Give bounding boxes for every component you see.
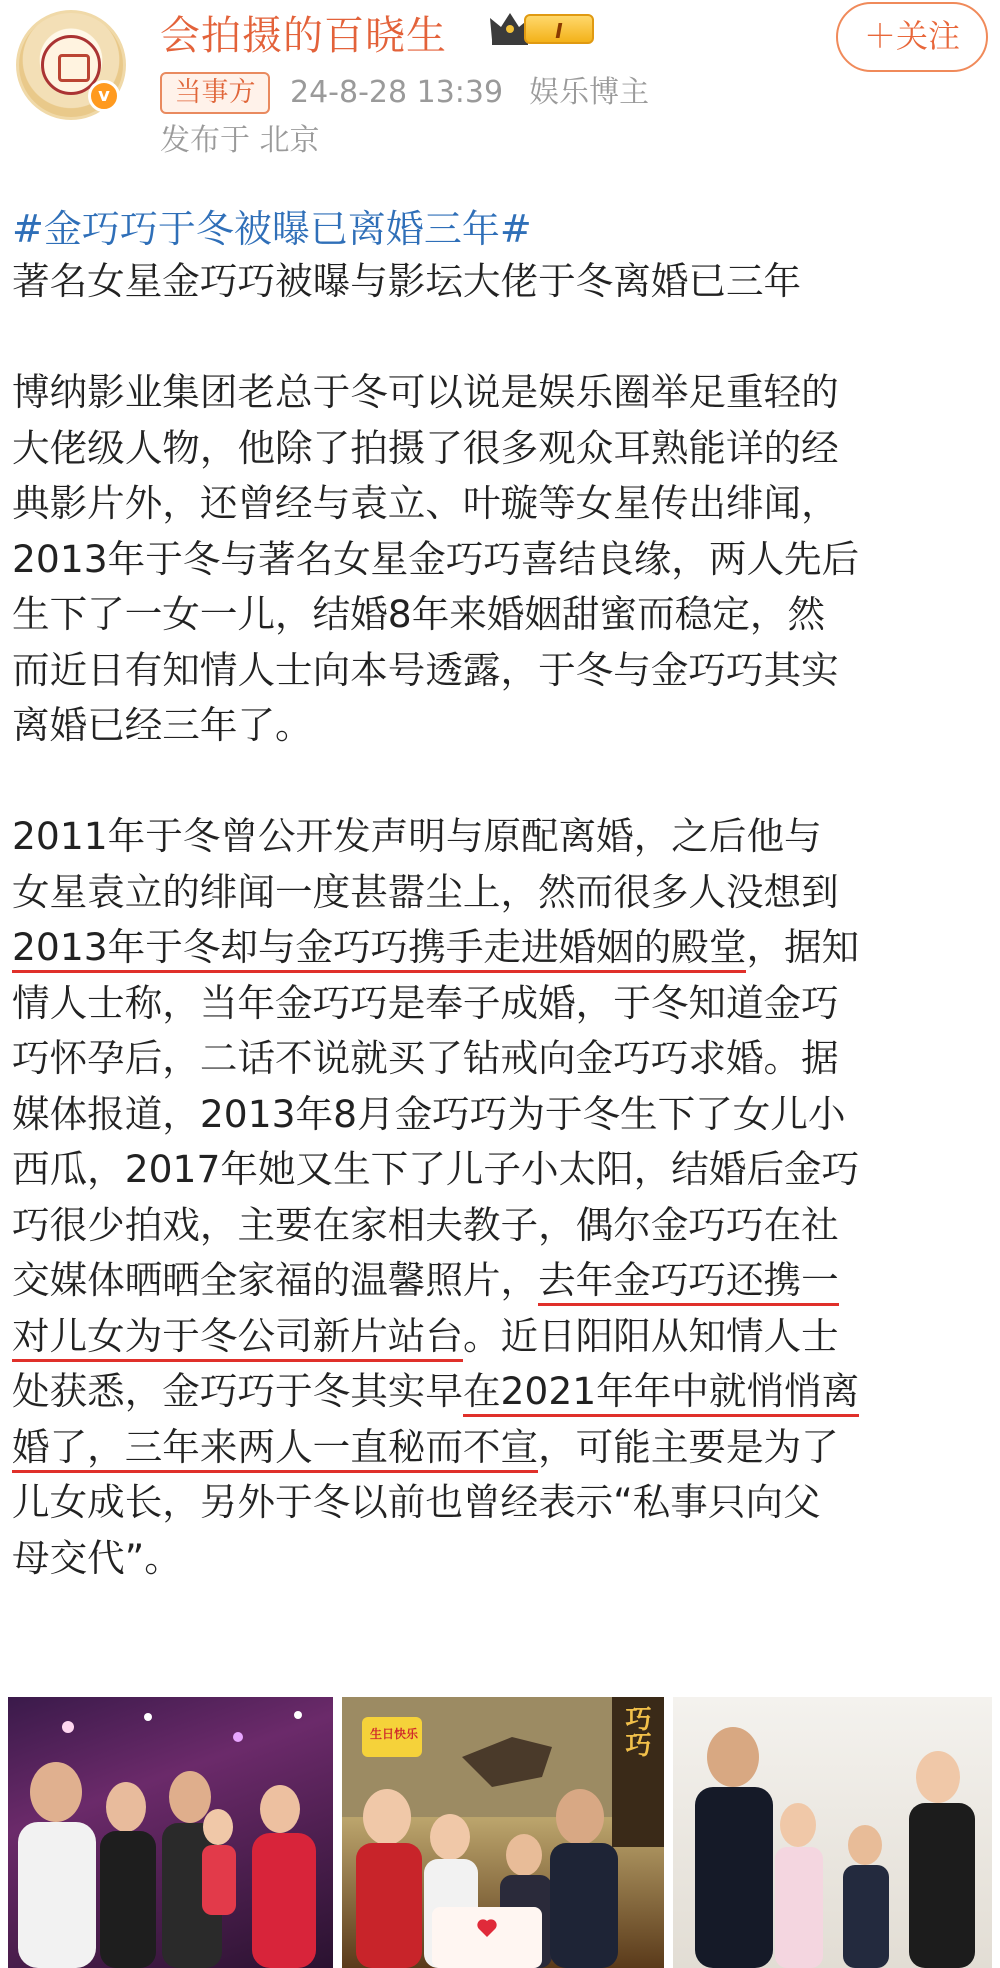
body-line: 2011年于冬曾公开发声明与原配离婚，之后他与 (12, 814, 822, 858)
body-line (12, 1309, 997, 1365)
username[interactable]: 会拍摄的百晓生 (160, 13, 447, 59)
body-text-segment: 。近日阳阳从知情人士 (462, 1313, 839, 1358)
body-line: 巧怀孕后，二话不说就买了钻戒向金巧巧求婚。据 (12, 1036, 839, 1080)
body-line (12, 1420, 997, 1476)
topic-hashtag-link[interactable]: #金巧巧于冬被曝已离婚三年# (12, 207, 532, 251)
body-line: 2013年于冬与著名女星金巧巧喜结良缘，两人先后 (12, 536, 860, 581)
body-line: 典影片外，还曾经与袁立、叶璇等女星传出绯闻， (12, 481, 839, 525)
post-header (0, 0, 1000, 190)
author-tag: 当事方 (160, 72, 270, 114)
author-category: 娱乐博主 (529, 75, 650, 110)
level-label: I (524, 14, 594, 44)
body-line: 西瓜，2017年她又生下了儿子小太阳，结婚后金巧 (12, 1147, 860, 1191)
body-line: 儿女成长，另外于冬以前也曾经表示“私事只向父 (12, 1480, 821, 1524)
body-line: 大佬级人物，他除了拍摄了很多观众耳熟能详的经 (12, 425, 839, 470)
body-line: 母交代”。 (12, 1535, 182, 1580)
photo-birthday[interactable] (342, 1697, 664, 1968)
body-line: 博纳影业集团老总于冬可以说是娱乐圈举足重轻的 (12, 370, 839, 414)
photo-party-group[interactable] (8, 1697, 333, 1968)
body-line: 著名女星金巧巧被曝与影坛大佬于冬离婚已三年 (12, 259, 802, 303)
body-line: 情人士称，当年金巧巧是奉子成婚，于冬知道金巧 (12, 980, 839, 1025)
verified-badge-icon: v (88, 80, 120, 112)
blank-line (12, 310, 997, 366)
underlined-text: 2013年于冬却与金巧巧携手走进婚姻的殿堂 (12, 925, 746, 973)
blank-line (12, 754, 997, 810)
body-text-segment: ，可能主要是为了 (538, 1424, 839, 1469)
underlined-text: 婚了，三年来两人一直秘而不宣 (12, 1425, 538, 1473)
body-line (12, 1364, 997, 1420)
photo-family-event-image (673, 1697, 992, 1968)
body-line (12, 1253, 997, 1309)
photo-family-event[interactable] (673, 1697, 992, 1968)
body-text-segment: ，据知 (746, 925, 860, 969)
post-body (12, 254, 997, 1586)
body-line: 媒体报道，2013年8月金巧巧为于冬生下了女儿小 (12, 1091, 846, 1136)
photo-sign-text: 巧巧 (621, 1705, 651, 1757)
underlined-text: 对儿女为于冬公司新片站台 (12, 1314, 463, 1362)
body-line: 女星袁立的绯闻一度甚嚣尘上，然而很多人没想到 (12, 869, 839, 914)
body-line: 离婚已经三年了。 (12, 703, 313, 747)
underlined-text: 在2021年年中就悄悄离 (463, 1369, 859, 1417)
body-line: 而近日有知情人士向本号透露，于冬与金巧巧其实 (12, 647, 839, 692)
photo-grid (8, 1697, 992, 1968)
post-meta (290, 72, 649, 114)
body-text-segment: 交媒体晒晒全家福的温馨照片， (12, 1258, 539, 1302)
body-line: 巧很少拍戏，主要在家相夫教子，偶尔金巧巧在社 (12, 1202, 839, 1247)
body-text-segment: 处获悉，金巧巧于冬其实早 (12, 1369, 463, 1413)
post-location: 发布于 北京 (160, 123, 320, 158)
follow-button[interactable]: ＋关注 (836, 2, 988, 72)
photo-party-group-image (8, 1697, 333, 1968)
post-timestamp: 24-8-28 13:39 (290, 75, 504, 110)
photo-banner-text: 生日快乐 (369, 1727, 418, 1741)
member-level-badge[interactable] (488, 8, 596, 48)
body-line (12, 920, 997, 976)
underlined-text: 去年金巧巧还携一 (538, 1258, 839, 1306)
body-line: 生下了一女一儿，结婚8年来婚姻甜蜜而稳定，然 (12, 592, 826, 636)
